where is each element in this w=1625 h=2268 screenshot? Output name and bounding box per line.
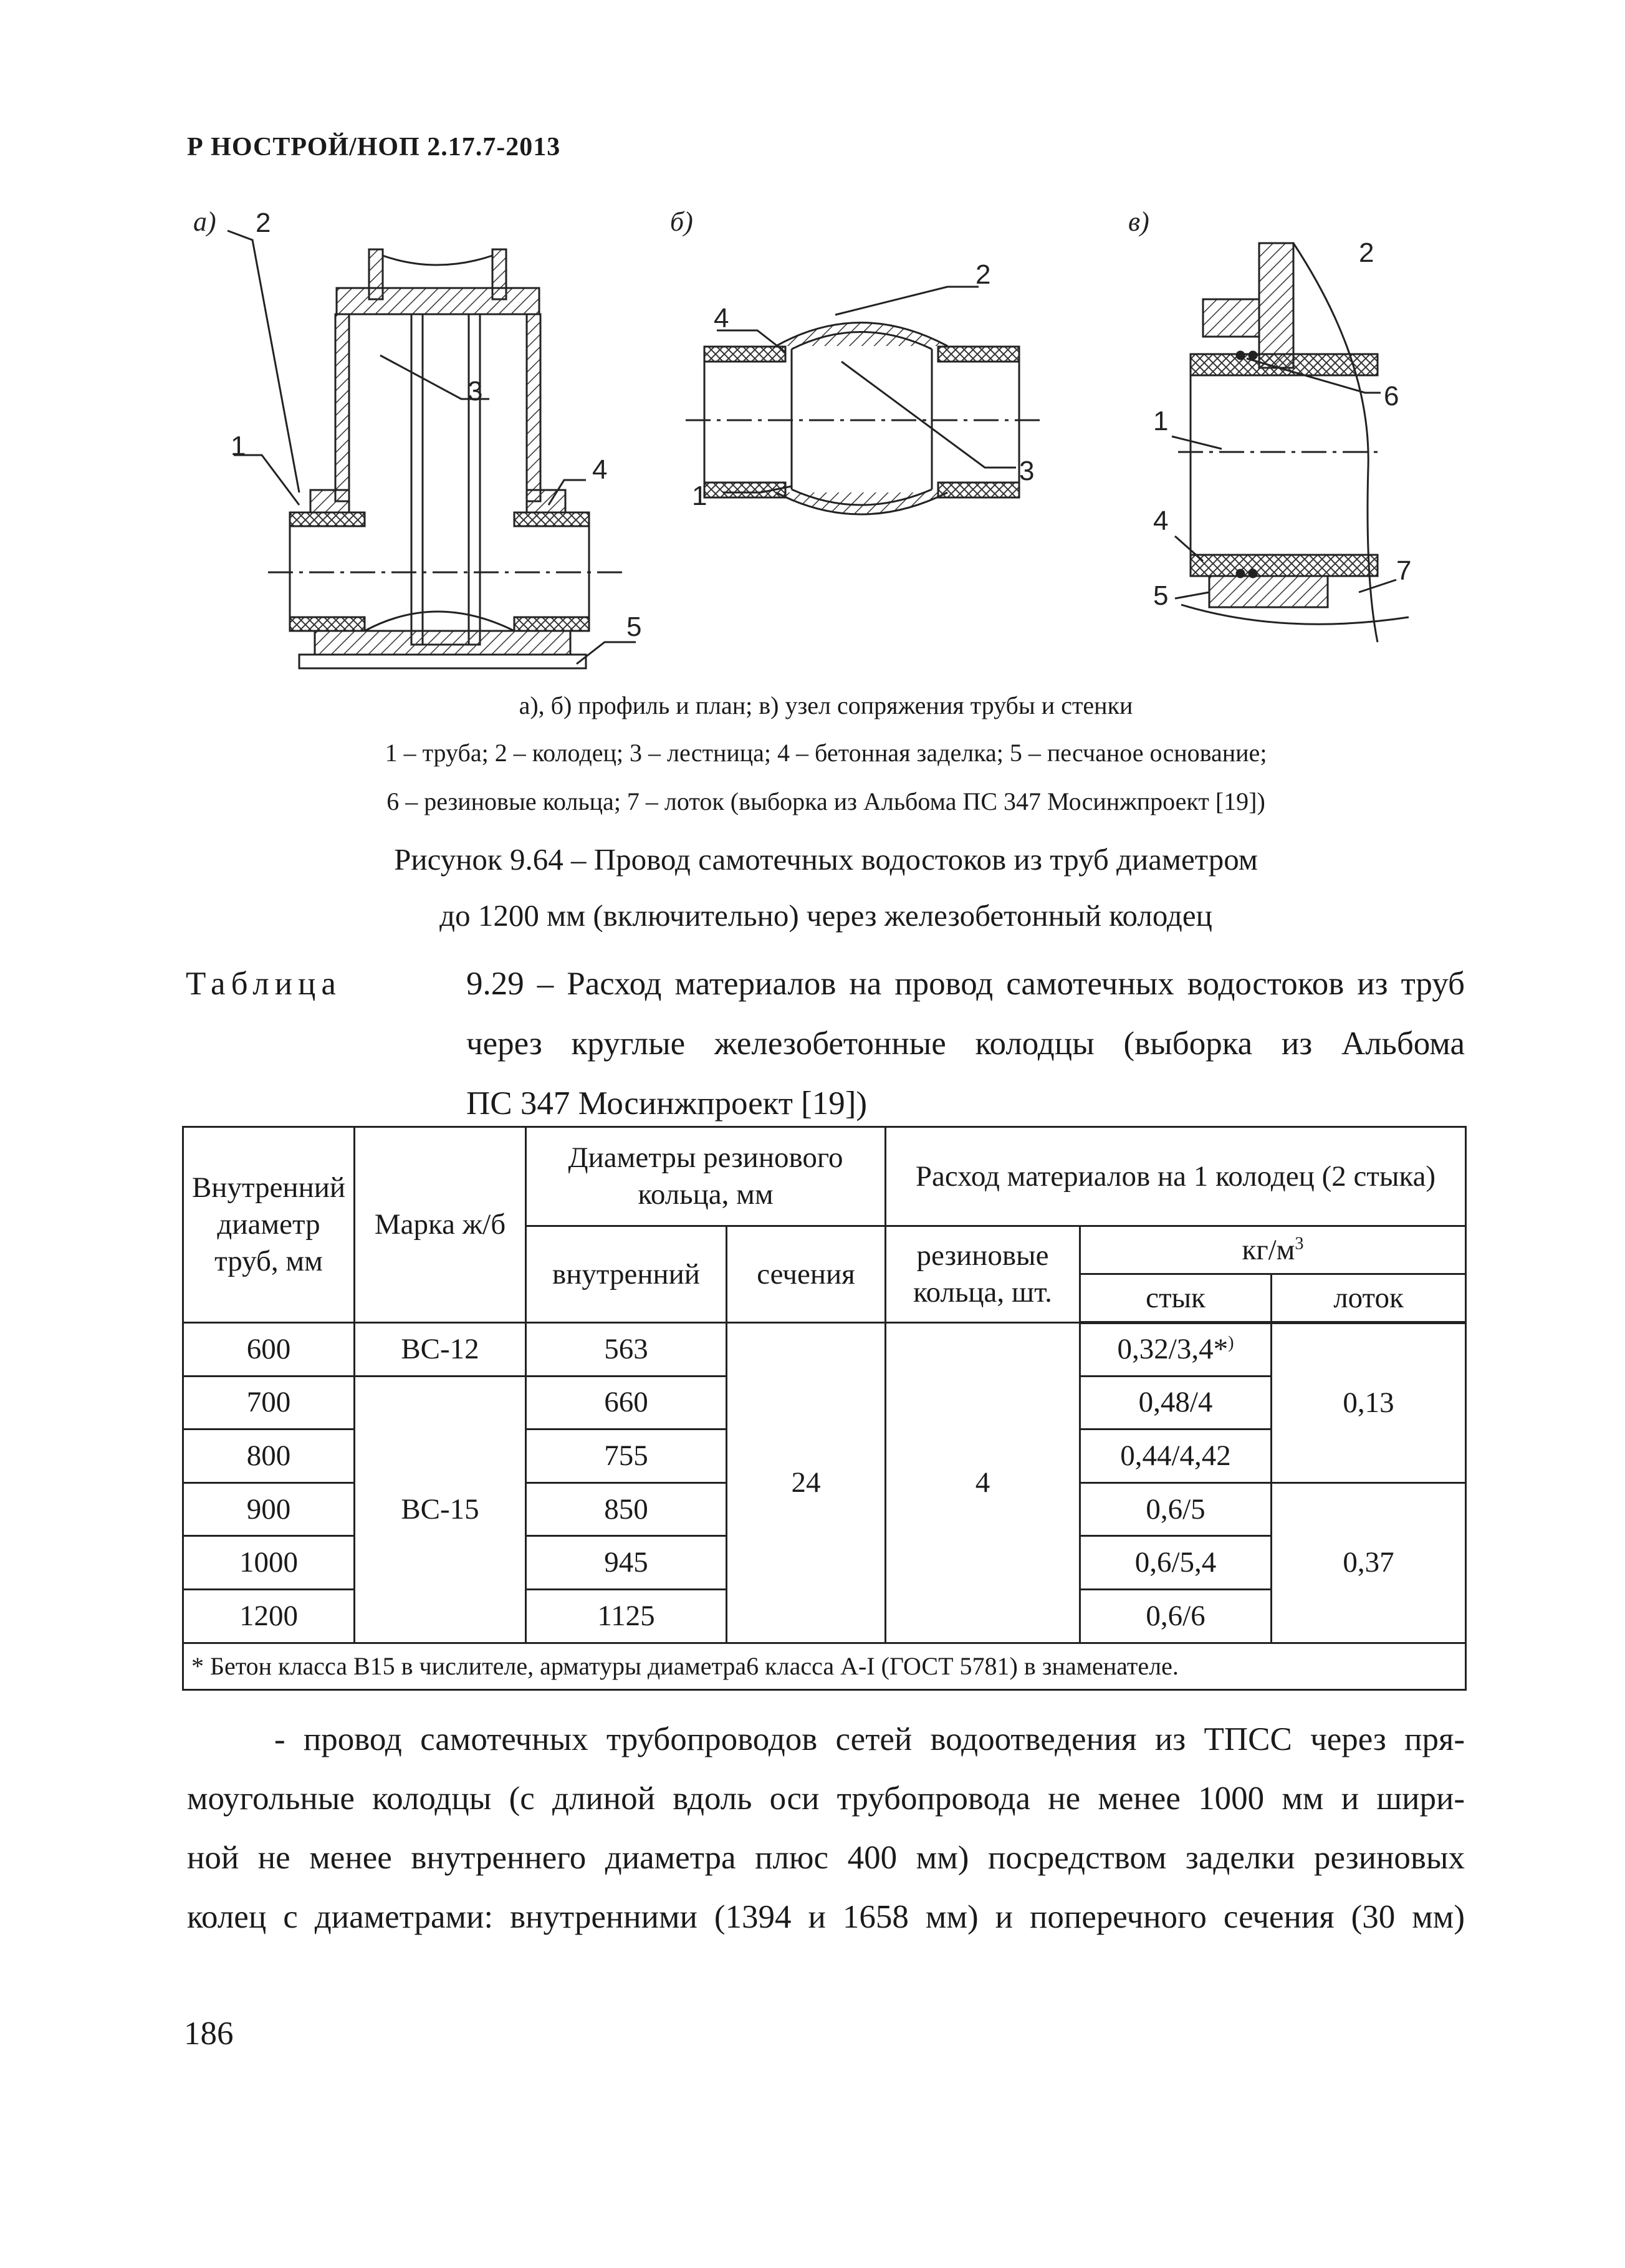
header-mark: Марка ж/б [355,1127,526,1323]
cell-diameter: 1200 [183,1589,355,1643]
cell-inner: 563 [526,1322,727,1376]
cell-mark: ВС-15 [355,1376,526,1643]
table-caption-line-3: ПС 347 Мосинжпроект [19]) [466,1085,868,1122]
panel-c-label: в) [1128,206,1149,237]
paragraph-line-3: ной не менее внутреннего диаметра плюс 400 мм) посредством заделки резиновых [187,1840,1465,1876]
figure-caption-line-1: а), б) профиль и план; в) узел сопряжения трубы и стенки [519,691,1133,719]
header-unit-text: кг/м [1242,1233,1295,1266]
header-diameter: Внутренний диаметр труб, мм [183,1127,355,1323]
cell-rings: 4 [886,1322,1080,1643]
panel-c-drawing [1128,206,1411,642]
figure-title-line-1: Рисунок 9.64 – Провод самотечных водостоков из труб диаметром [394,842,1258,877]
header-consumption: Расход материалов на 1 колодец (2 стыка) [886,1127,1466,1226]
callout-a-2: 2 [256,208,271,238]
callout-a-1: 1 [231,431,246,461]
cell-inner: 660 [526,1376,727,1430]
cell-inner: 850 [526,1482,727,1536]
cell-inner: 755 [526,1430,727,1483]
materials-table [182,1126,1467,1691]
panel-b-drawing [670,206,1041,514]
cell-diameter: 600 [183,1322,355,1376]
panel-a-drawing [193,206,641,668]
callout-c-6: 6 [1384,381,1399,411]
cell-diameter: 1000 [183,1536,355,1590]
table-footnote: * Бетон класса В15 в числителе, арматуры диаметра6 класса А-I (ГОСТ 5781) в знаменателе. [183,1643,1466,1689]
header-ring-diameters: Диаметры резинового кольца, мм [526,1127,886,1226]
cell-section: 24 [727,1322,886,1643]
figure-title-line-2: до 1200 мм (включительно) через железобетонный колодец [439,898,1212,933]
cell-mark: ВС-12 [355,1322,526,1376]
table-caption-label: Таблица [186,966,342,1002]
cell-diameter: 700 [183,1376,355,1430]
paragraph-line-2: моугольные колодцы (с длиной вдоль оси трубопровода не менее 1000 мм и шири- [187,1780,1465,1817]
cell-joint: 0,6/6 [1080,1589,1272,1643]
callout-c-1: 1 [1153,406,1169,436]
callout-a-4: 4 [592,454,608,485]
paragraph-line-4: колец с диаметрами: внутренними (1394 и 1658 мм) и поперечного сечения (30 мм) [187,1899,1465,1935]
cell-joint: 0,44/4,42 [1080,1430,1272,1483]
cell-tray: 0,13 [1272,1322,1466,1482]
callout-c-4: 4 [1153,506,1169,536]
cell-inner: 1125 [526,1589,727,1643]
cell-diameter: 900 [183,1482,355,1536]
header-tray: лоток [1272,1274,1466,1322]
header-unit [1080,1226,1466,1274]
callout-b-4: 4 [714,303,729,334]
callout-b-3: 3 [1019,456,1035,486]
cell-diameter: 800 [183,1430,355,1483]
callout-a-5: 5 [626,612,642,642]
callout-b-2: 2 [975,259,991,290]
cell-joint-sup: ) [1228,1333,1234,1353]
panel-a-label: а) [193,206,216,237]
header-rings: резиновые кольца, шт. [886,1226,1080,1322]
callout-c-2: 2 [1359,238,1374,268]
callout-c-7: 7 [1396,555,1412,586]
header-joint: стык [1080,1274,1272,1322]
header-unit-sup: 3 [1295,1234,1304,1254]
document-header: Р НОСТРОЙ/НОП 2.17.7-2013 [187,133,561,161]
table-caption-line-2: через круглые железобетонные колодцы (выборка из Альбома [466,1026,1465,1062]
header-inner: внутренний [526,1226,727,1322]
figure-caption-line-2: 1 – труба; 2 – колодец; 3 – лестница; 4 – бетонная заделка; 5 – песчаное основание; [385,739,1267,767]
panel-b-label: б) [670,206,693,237]
cell-inner: 945 [526,1536,727,1590]
cell-joint: 0,6/5 [1080,1482,1272,1536]
figure-drawing [175,206,1459,686]
table-row [183,1322,1466,1376]
page-number: 186 [184,2016,234,2052]
cell-joint: 0,6/5,4 [1080,1536,1272,1590]
cell-joint: 0,48/4 [1080,1376,1272,1430]
header-section: сечения [727,1226,886,1322]
callout-c-5: 5 [1153,580,1169,611]
cell-tray: 0,37 [1272,1482,1466,1643]
cell-joint-text: 0,32/3,4* [1117,1333,1229,1366]
figure-caption-line-3: 6 – резиновые кольца; 7 – лоток (выборка из Альбома ПС 347 Мосинжпроект [19]) [386,787,1265,815]
table-caption-line-1: 9.29 – Расход материалов на провод самотечных водостоков из труб [466,966,1465,1002]
cell-joint [1080,1322,1272,1376]
paragraph-line-1: - провод самотечных трубопроводов сетей водоотведения из ТПСС через пря- [274,1721,1465,1757]
callout-a-3: 3 [467,376,483,406]
callout-b-1: 1 [692,481,707,511]
